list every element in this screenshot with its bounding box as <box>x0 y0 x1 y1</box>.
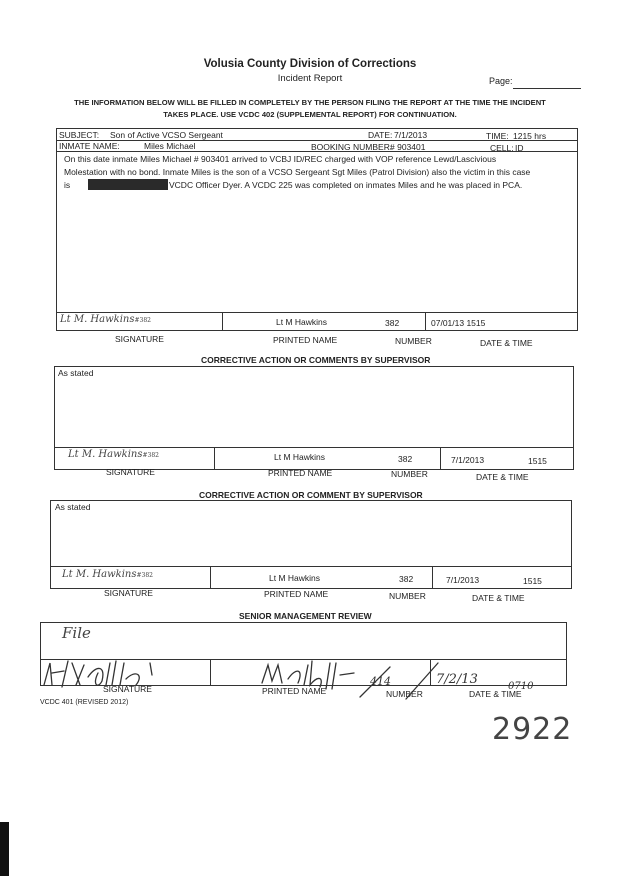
supervisor2-signature-badge: #382 <box>136 572 153 579</box>
supervisor2-comment: As stated <box>55 502 91 512</box>
supervisor1-time: 1515 <box>528 456 547 466</box>
senior-time: 0710 <box>508 681 534 692</box>
report-caption-signature: SIGNATURE <box>115 334 164 344</box>
supervisor2-caption-signature: SIGNATURE <box>104 588 153 598</box>
supervisor1-signature-name: Lt M. Hawkins <box>68 449 143 460</box>
supervisor2-signature-name: Lt M. Hawkins <box>62 569 137 580</box>
senior-date: 7/2/13 <box>436 672 478 687</box>
supervisor1-date: 7/1/2013 <box>451 455 485 465</box>
supervisor2-col-1 <box>210 566 211 589</box>
supervisor1-heading: CORRECTIVE ACTION OR COMMENTS BY SUPERVISOR <box>201 355 431 365</box>
senior-comment: File <box>62 624 91 642</box>
supervisor1-number: 382 <box>398 454 413 464</box>
narrative-line-3-post: VCDC Officer Dyer. A VCDC 225 was completed on inmates Miles and he was placed in PCA. <box>169 180 523 190</box>
senior-number: 414 <box>370 675 391 688</box>
supervisor1-comment: As stated <box>58 368 94 378</box>
date-label: DATE: <box>368 130 393 140</box>
booking-value: # 903401 <box>390 142 426 152</box>
supervisor1-caption-number: NUMBER <box>391 469 428 479</box>
instruction-line-1: THE INFORMATION BELOW WILL BE FILLED IN COMPLETELY BY THE PERSON FILING THE REPORT AT THE TIME THE INCIDENT <box>74 98 546 107</box>
subject-value: Son of Active VCSO Sergeant <box>110 130 223 140</box>
supervisor2-signature <box>62 569 153 580</box>
supervisor1-caption-date-time: DATE & TIME <box>476 472 529 482</box>
supervisor1-signature-badge: #382 <box>142 452 159 459</box>
senior-printed-scribble <box>262 661 354 689</box>
supervisor2-time: 1515 <box>523 576 542 586</box>
report-sig-col-1 <box>222 312 223 331</box>
inmate-label: INMATE NAME: <box>59 141 120 151</box>
narrative-line-2: Molestation with no bond. Inmate Miles is the son of a VCSO Sergeant Sgt Miles (Patrol Division) also the victim in this case <box>64 167 531 177</box>
senior-caption-number: NUMBER <box>386 689 423 699</box>
redaction-bar <box>88 179 168 190</box>
stamp-number: 2922 <box>492 712 573 747</box>
supervisor1-col-1 <box>214 447 215 470</box>
booking-label: BOOKING NUMBER: <box>311 142 393 152</box>
form-title: Incident Report <box>277 73 343 84</box>
report-caption-number: NUMBER <box>395 336 432 346</box>
supervisor1-signature <box>68 449 159 460</box>
supervisor2-date: 7/1/2013 <box>446 575 480 585</box>
supervisor2-caption-printed-name: PRINTED NAME <box>264 589 329 599</box>
report-signature-badge: #382 <box>134 317 151 324</box>
inmate-value: Miles Michael <box>144 141 196 151</box>
report-signature-name: Lt M. Hawkins <box>60 314 135 325</box>
supervisor2-col-2 <box>432 566 433 589</box>
report-caption-printed-name: PRINTED NAME <box>273 335 338 345</box>
senior-caption-date-time: DATE & TIME <box>469 689 522 699</box>
time-label: TIME: <box>486 131 509 141</box>
scan-edge-mark <box>0 822 9 876</box>
supervisor1-printed-name: Lt M Hawkins <box>274 452 326 462</box>
report-sig-col-2 <box>425 312 426 331</box>
report-printed-name: Lt M Hawkins <box>276 317 328 327</box>
supervisor2-heading: CORRECTIVE ACTION OR COMMENT BY SUPERVISOR <box>199 490 423 500</box>
report-caption-date-time: DATE & TIME <box>480 338 533 348</box>
supervisor2-printed-name: Lt M Hawkins <box>269 573 321 583</box>
instruction-line-2: TAKES PLACE. USE VCDC 402 (SUPPLEMENTAL REPORT) FOR CONTINUATION. <box>163 110 457 119</box>
supervisor2-caption-number: NUMBER <box>389 591 426 601</box>
form-code: VCDC 401 (REVISED 2012) <box>40 699 129 706</box>
date-value: 7/1/2013 <box>394 130 428 140</box>
report-number: 382 <box>385 318 400 328</box>
supervisor1-col-2 <box>440 447 441 470</box>
supervisor1-caption-printed-name: PRINTED NAME <box>268 468 333 478</box>
report-signature <box>60 314 151 325</box>
senior-caption-signature: SIGNATURE <box>103 684 152 694</box>
narrative-line-3-pre: is <box>64 180 71 190</box>
supervisor2-number: 382 <box>399 574 414 584</box>
senior-heading: SENIOR MANAGEMENT REVIEW <box>239 611 372 621</box>
org-title: Volusia County Division of Corrections <box>203 58 417 70</box>
cell-label: CELL: <box>490 143 514 153</box>
report-sig-divider <box>56 312 578 313</box>
supervisor2-caption-date-time: DATE & TIME <box>472 593 525 603</box>
page-label: Page: <box>489 76 513 86</box>
supervisor1-sig-divider <box>54 447 574 448</box>
time-value: 1215 hrs <box>513 131 547 141</box>
page-number-line <box>513 88 581 89</box>
report-date-time: 07/01/13 1515 <box>431 318 486 328</box>
subject-label: SUBJECT: <box>59 130 100 140</box>
supervisor2-sig-divider <box>50 566 572 567</box>
narrative-line-1: On this date inmate Miles Michael # 903401 arrived to VCBJ ID/REC charged with VOP reference Lewd/Lascivious <box>64 154 497 164</box>
senior-caption-printed-name: PRINTED NAME <box>262 686 327 696</box>
supervisor1-caption-signature: SIGNATURE <box>106 467 155 477</box>
cell-value: ID <box>515 143 524 153</box>
